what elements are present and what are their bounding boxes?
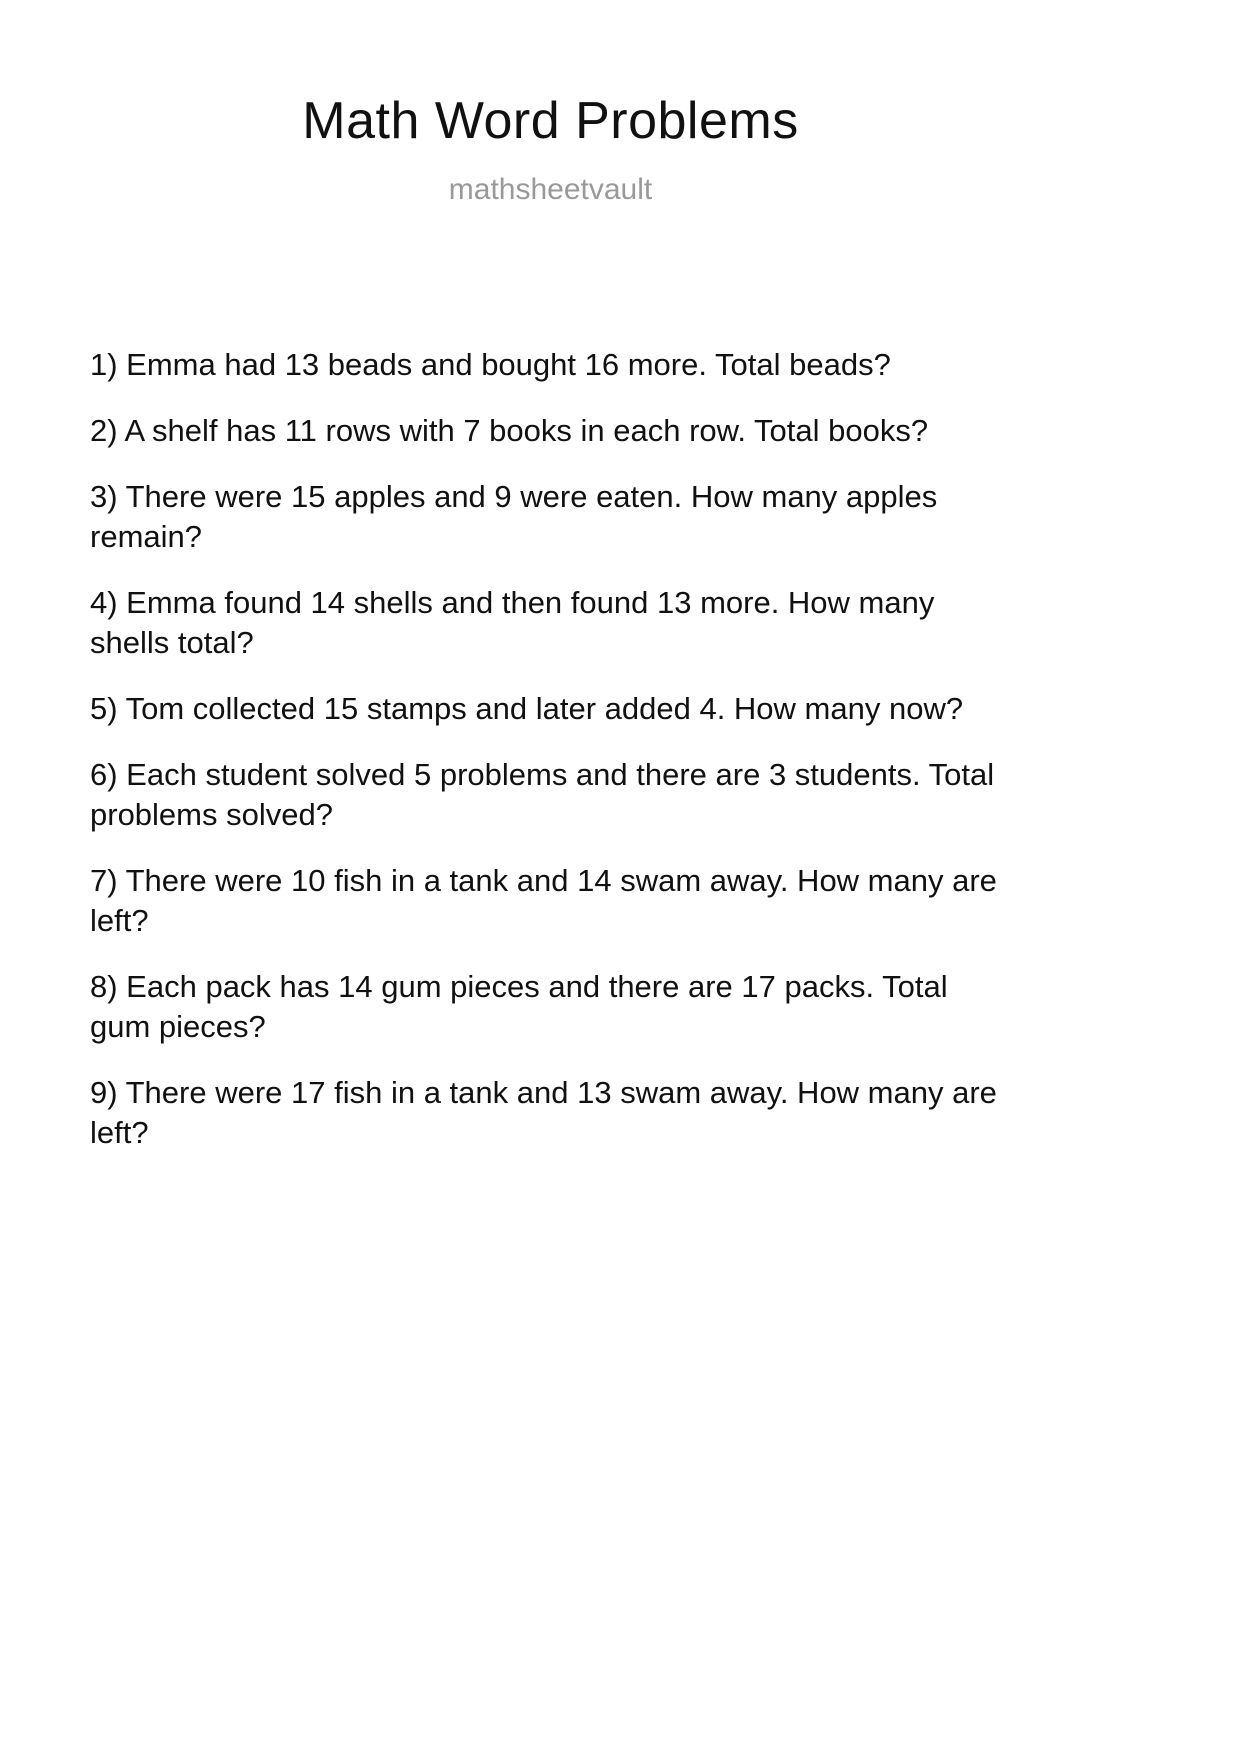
- problem-5: 5) Tom collected 15 stamps and later added 4. How many now?: [90, 691, 964, 727]
- worksheet-content: [90, 0, 1011, 1153]
- problem-4: 4) Emma found 14 shells and then found 13 more. How many shells total?: [90, 585, 935, 661]
- problem-6: 6) Each student solved 5 problems and there are 3 students. Total problems solved?: [90, 757, 995, 833]
- problem-8: 8) Each pack has 14 gum pieces and there are 17 packs. Total gum pieces?: [90, 969, 948, 1045]
- problem-7: 7) There were 10 fish in a tank and 14 swam away. How many are left?: [90, 863, 997, 939]
- problem-list: [90, 345, 1011, 1153]
- page-title: Math Word Problems: [302, 92, 799, 150]
- problem-2: 2) A shelf has 11 rows with 7 books in each row. Total books?: [90, 413, 929, 449]
- problem-1: 1) Emma had 13 beads and bought 16 more. Total beads?: [90, 347, 891, 383]
- worksheet-header: [90, 90, 1011, 209]
- problem-9: 9) There were 17 fish in a tank and 13 swam away. How many are left?: [90, 1075, 997, 1151]
- page-subtitle: mathsheetvault: [448, 173, 653, 207]
- problem-3: 3) There were 15 apples and 9 were eaten. How many apples remain?: [90, 479, 938, 555]
